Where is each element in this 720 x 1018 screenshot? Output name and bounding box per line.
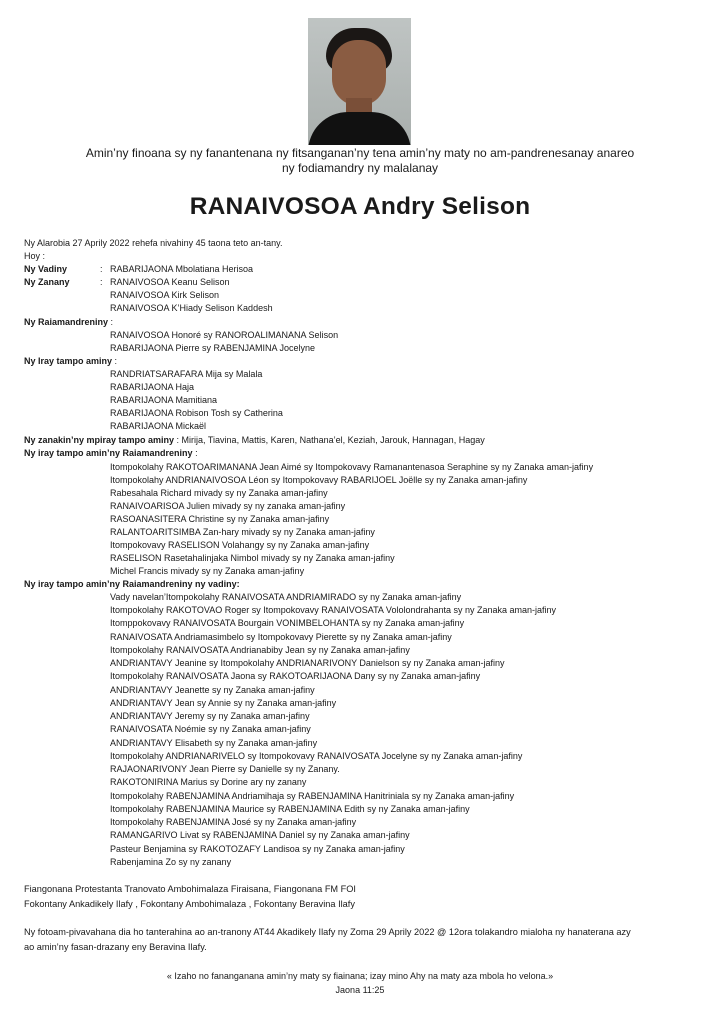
relative-line: Itompokolahy RAKOTOARIMANANA Jean Aimé sy Itompokovavy Ramanantenasoa Seraphine sy ny Zanaka aman-jafiny: [110, 462, 594, 472]
zanany-name: RANAIVOSOA Kirk Selison: [110, 290, 220, 300]
relative-line: Rabesahala Richard mivady sy ny Zanaka aman-jafiny: [110, 488, 328, 498]
fokontany-line: Fokontany Ankadikely Ilafy , Fokontany Ambohimalaza , Fokontany Beravina Ilafy: [24, 899, 355, 909]
iray-tampo-vadiny-label: Ny iray tampo amin’ny Raiamandreniny ny vadiny:: [24, 579, 240, 589]
portrait-photo: [308, 18, 411, 145]
iray-tampo-name: RABARIJAONA Mamitiana: [110, 395, 218, 405]
iray-tampo-name: RANDRIATSARAFARA Mija sy Malala: [110, 369, 263, 379]
hoy-label: Hoy :: [24, 251, 46, 261]
deceased-name: RANAIVOSOA Andry Selison: [189, 193, 531, 220]
raiamandreniny-colon: :: [108, 317, 114, 327]
service-notice-line: ao amin’ny fasan-drazany eny Beravina Ilafy.: [24, 942, 207, 952]
relative-line: RANAIVOSATA Andriamasimbelo sy Itompokovavy Pierette sy ny Zanaka aman-jafiny: [110, 632, 452, 642]
intro-line-2: ny fodiamandry ny malalanay: [281, 161, 439, 175]
raiamandreniny-heading: [24, 316, 113, 328]
zanany-label: Ny Zanany: [24, 277, 70, 287]
relative-line: RALANTOARITSIMBA Zan-hary mivady sy ny Zanaka aman-jafiny: [110, 527, 375, 537]
relative-line: Vady navelan’Itompokolahy RANAIVOSATA ANDRIAMIRADO sy ny Zanaka aman-jafiny: [110, 592, 462, 602]
relative-line: RASOANASITERA Christine sy ny Zanaka aman-jafiny: [110, 514, 330, 524]
iray-tampo-colon: :: [112, 356, 118, 366]
relative-line: ANDRIANTAVY Jeanine sy Itompokolahy ANDRIANARIVONY Danielson sy ny Zanaka aman-jafiny: [110, 658, 505, 668]
relative-line: ANDRIANTAVY Jeanette sy ny Zanaka aman-jafiny: [110, 685, 315, 695]
relative-line: RAMANGARIVO Livat sy RABENJAMINA Daniel sy ny Zanaka aman-jafiny: [110, 830, 410, 840]
iray-tampo-name: RABARIJAONA Haja: [110, 382, 195, 392]
relative-line: Michel Francis mivady sy ny Zanaka aman-jafiny: [110, 566, 305, 576]
relative-line: Itomppokovavy RANAIVOSATA Bourgain VONIMBELOHANTA sy ny Zanaka aman-jafiny: [110, 618, 465, 628]
relative-line: ANDRIANTAVY Jean sy Annie sy ny Zanaka aman-jafiny: [110, 698, 337, 708]
vadiny-colon: :: [100, 264, 103, 274]
service-notice-line: Ny fotoam-pivavahana dia ho tanterahina ao an-tranony AT44 Akadikely Ilafy ny Zoma 29 Aprily 2022 @ 12ora tolakandro mialoha ny hanaterana azy: [24, 927, 631, 937]
relative-line: Rabenjamina Zo sy ny zanany: [110, 857, 232, 867]
relative-line: Itompokolahy RAKOTOVAO Roger sy Itompokovavy RANAIVOSATA Vololondrahanta sy ny Zanaka aman-jafiny: [110, 605, 557, 615]
quote-text: « Izaho no fananganana amin’ny maty sy fiainana; izay mino Ahy na maty aza mbola ho velona.»: [166, 971, 554, 981]
iray-tampo-heading: [24, 355, 117, 367]
zanakiny-label: Ny zanakin’ny mpiray tampo aminy: [24, 435, 175, 445]
iray-tampo-raiamandreniny-heading: [24, 447, 198, 459]
relative-line: Itompokolahy RABENJAMINA Maurice sy RABENJAMINA Edith sy ny Zanaka aman-jafiny: [110, 804, 470, 814]
zanakiny-line: [24, 434, 485, 446]
quote-reference: Jaona 11:25: [335, 985, 385, 995]
zanakiny-names: : Mirija, Tiavina, Mattis, Karen, Nathana’el, Keziah, Jarouk, Hannagan, Hagay: [174, 435, 485, 445]
relative-line: Itompokolahy ANDRIANARIVELO sy Itompokovavy RANAIVOSATA Jocelyne sy ny Zanaka aman-jafiny: [110, 751, 523, 761]
raiamandreniny-name: RANAIVOSOA Honoré sy RANOROALIMANANA Selison: [110, 330, 339, 340]
relative-line: RASELISON Rasetahalinjaka Nimbol mivady sy ny Zanaka aman-jafiny: [110, 553, 395, 563]
raiamandreniny-name: RABARIJAONA Pierre sy RABENJAMINA Jocelyne: [110, 343, 316, 353]
church-line: Fiangonana Protestanta Tranovato Ambohimalaza Firaisana, Fiangonana FM FOI: [24, 884, 356, 894]
relative-line: ANDRIANTAVY Jeremy sy ny Zanaka aman-jafiny: [110, 711, 310, 721]
vadiny-name: RABARIJAONA Mbolatiana Herisoa: [110, 264, 254, 274]
relative-line: RAKOTONIRINA Marius sy Dorine ary ny zanany: [110, 777, 307, 787]
relative-line: Itompokolahy ANDRIANAIVOSOA Léon sy Itompokovavy RABARIJOEL Joëlle sy ny Zanaka aman-jafiny: [110, 475, 528, 485]
zanany-name: RANAIVOSOA K’Hiady Selison Kaddesh: [110, 303, 273, 313]
relative-line: Pasteur Benjamina sy RAKOTOZAFY Landisoa sy ny Zanaka aman-jafiny: [110, 844, 405, 854]
relative-line: Itompokolahy RABENJAMINA José sy ny Zanaka aman-jafiny: [110, 817, 357, 827]
relative-line: ANDRIANTAVY Elisabeth sy ny Zanaka aman-jafiny: [110, 738, 318, 748]
relative-line: RANAIVOSATA Noémie sy ny Zanaka aman-jafiny: [110, 724, 311, 734]
relative-line: Itompokolahy RANAIVOSATA Andrianabiby Jean sy ny Zanaka aman-jafiny: [110, 645, 410, 655]
relative-line: RAJAONARIVONY Jean Pierre sy Danielle sy ny Zanany.: [110, 764, 340, 774]
relative-line: RANAIVOARISOA Julien mivady sy ny zanaka aman-jafiny: [110, 501, 346, 511]
raiamandreniny-label: Ny Raiamandreniny: [24, 317, 109, 327]
zanany-name: RANAIVOSOA Keanu Selison: [110, 277, 230, 287]
relative-line: Itompokolahy RANAIVOSATA Jaona sy RAKOTOARIJAONA Dany sy ny Zanaka aman-jafiny: [110, 671, 481, 681]
iray-tampo-raiamandreniny-colon: :: [192, 448, 198, 458]
iray-tampo-name: RABARIJAONA Robison Tosh sy Catherina: [110, 408, 283, 418]
iray-tampo-raiamandreniny-label: Ny iray tampo amin’ny Raiamandreniny: [24, 448, 193, 458]
date-line: Ny Alarobia 27 Aprily 2022 rehefa nivahiny 45 taona teto an-tany.: [24, 238, 283, 248]
relative-line: Itompokovavy RASELISON Volahangy sy ny Zanaka aman-jafiny: [110, 540, 370, 550]
iray-tampo-name: RABARIJAONA Mickaël: [110, 421, 207, 431]
zanany-colon: :: [100, 277, 103, 287]
intro-line-1: Amin’ny finoana sy ny fanantenana ny fitsanganan’ny tena amin’ny maty no am-pandrenesanay anareo: [85, 146, 635, 160]
relative-line: Itompokolahy RABENJAMINA Andriamihaja sy RABENJAMINA Hanitriniala sy ny Zanaka aman-jafiny: [110, 791, 515, 801]
scripture-quote: [0, 969, 720, 997]
intro-text: [40, 146, 680, 176]
iray-tampo-label: Ny Iray tampo aminy: [24, 356, 113, 366]
vadiny-label: Ny Vadiny: [24, 264, 68, 274]
